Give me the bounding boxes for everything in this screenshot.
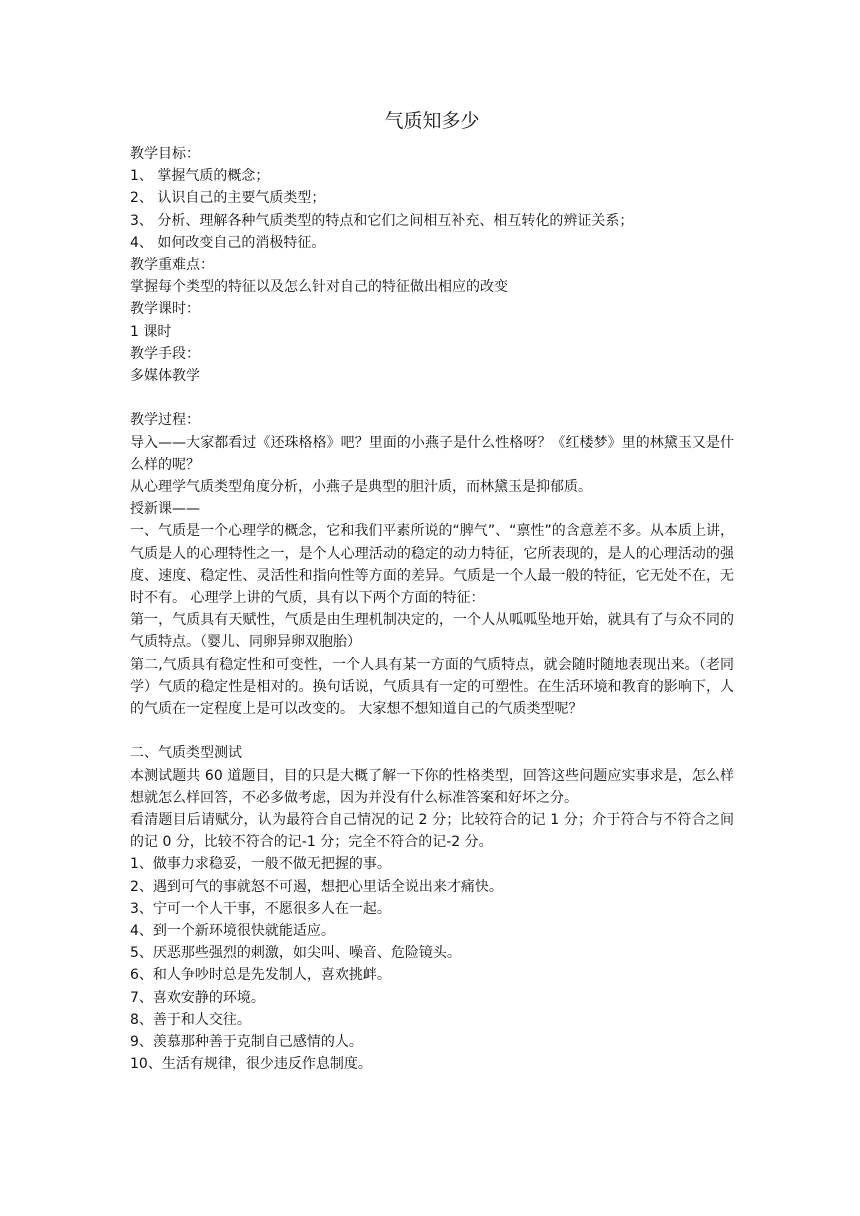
text-line: 5、厌恶那些强烈的刺激，如尖叫、噪音、危险镜头。 (130, 945, 461, 962)
document-title: 气质知多少 (384, 110, 480, 132)
text-line: 教学重难点： (130, 257, 214, 274)
text-line: 2、 认识自己的主要气质类型； (130, 190, 326, 207)
text-line: 导入——大家都看过《还珠格格》吧？里面的小燕子是什么性格呀？《红楼梦》里的林黛玉又是什么样的呢？ (130, 434, 734, 473)
text-line: 多媒体教学 (130, 368, 200, 385)
text-line: 3、 分析、理解各种气质类型的特点和它们之间相互补充、相互转化的辨证关系； (130, 212, 634, 229)
text-line: 1、 掌握气质的概念； (130, 168, 270, 185)
text-line: 1 课时 (130, 323, 172, 340)
text-line: 教学过程： (130, 412, 200, 429)
blank-line (130, 720, 734, 742)
text-line: 一、气质是一个心理学的概念，它和我们平素所说的“脾气”、“禀性”的含意差不多。从本质上讲，气质是人的心理特性之一，是个人心理活动的稳定的动力特征，它所表现的，是人的心理活动的强度、速度、稳定性、灵活性和指向性等方面的差异。气质是一个人最一般的特征，它无处不在，无时不有。 心理学上讲的气质，具有以下两个方面的特征： (130, 523, 734, 607)
text-line: 4、 如何改变自己的消极特征。 (130, 234, 326, 251)
text-line: 7、喜欢安静的环境。 (130, 989, 265, 1006)
text-line: 本测试题共 60 道题目，目的只是大概了解一下你的性格类型，回答这些问题应实事求是，怎么样想就怎么样回答，不必多做考虑，因为并没有什么标准答案和好坏之分。 (130, 767, 734, 806)
text-line: 10、生活有规律，很少违反作息制度。 (130, 1056, 372, 1073)
blank-line (130, 387, 734, 409)
text-line: 4、到一个新环境很快就能适应。 (130, 923, 335, 940)
document-body (130, 143, 734, 1076)
text-line: 教学课时： (130, 301, 200, 318)
text-line: 授新课—— (130, 501, 200, 518)
text-line: 8、善于和人交往。 (130, 1011, 251, 1028)
text-line: 9、羡慕那种善于克制自己感情的人。 (130, 1034, 363, 1051)
text-line: 第一，气质具有天赋性，气质是由生理机制决定的，一个人从呱呱坠地开始，就具有了与众不同的气质特点。（婴儿、同卵异卵双胞胎） (130, 612, 734, 651)
text-line: 2、遇到可气的事就怒不可遏，想把心里话全说出来才痛快。 (130, 878, 503, 895)
text-line: 第二,气质具有稳定性和可变性，一个人具有某一方面的气质特点，就会随时随地表现出来。（老同学）气质的稳定性是相对的。换句话说，气质具有一定的可塑性。在生活环境和教育的影响下，人的气质在一定程度上是可以改变的。 大家想不想知道自己的气质类型呢？ (130, 656, 734, 718)
text-line: 从心理学气质类型角度分析，小燕子是典型的胆汁质，而林黛玉是抑郁质。 (130, 479, 592, 496)
text-line: 二、气质类型测试 (130, 745, 242, 762)
text-line: 教学目标： (130, 146, 200, 162)
text-line: 看清题目后请赋分，认为最符合自己情况的记 2 分；比较符合的记 1 分；介于符合与不符合之间的记 0 分，比较不符合的记-1 分；完全不符合的记-2 分。 (130, 812, 734, 851)
text-line: 教学手段： (130, 345, 200, 362)
text-line: 掌握每个类型的特征以及怎么针对自己的特征做出相应的改变 (130, 279, 508, 296)
text-line: 3、宁可一个人干事，不愿很多人在一起。 (130, 900, 391, 917)
text-line: 6、和人争吵时总是先发制人，喜欢挑衅。 (130, 967, 391, 984)
text-line: 1、做事力求稳妥，一般不做无把握的事。 (130, 856, 391, 873)
